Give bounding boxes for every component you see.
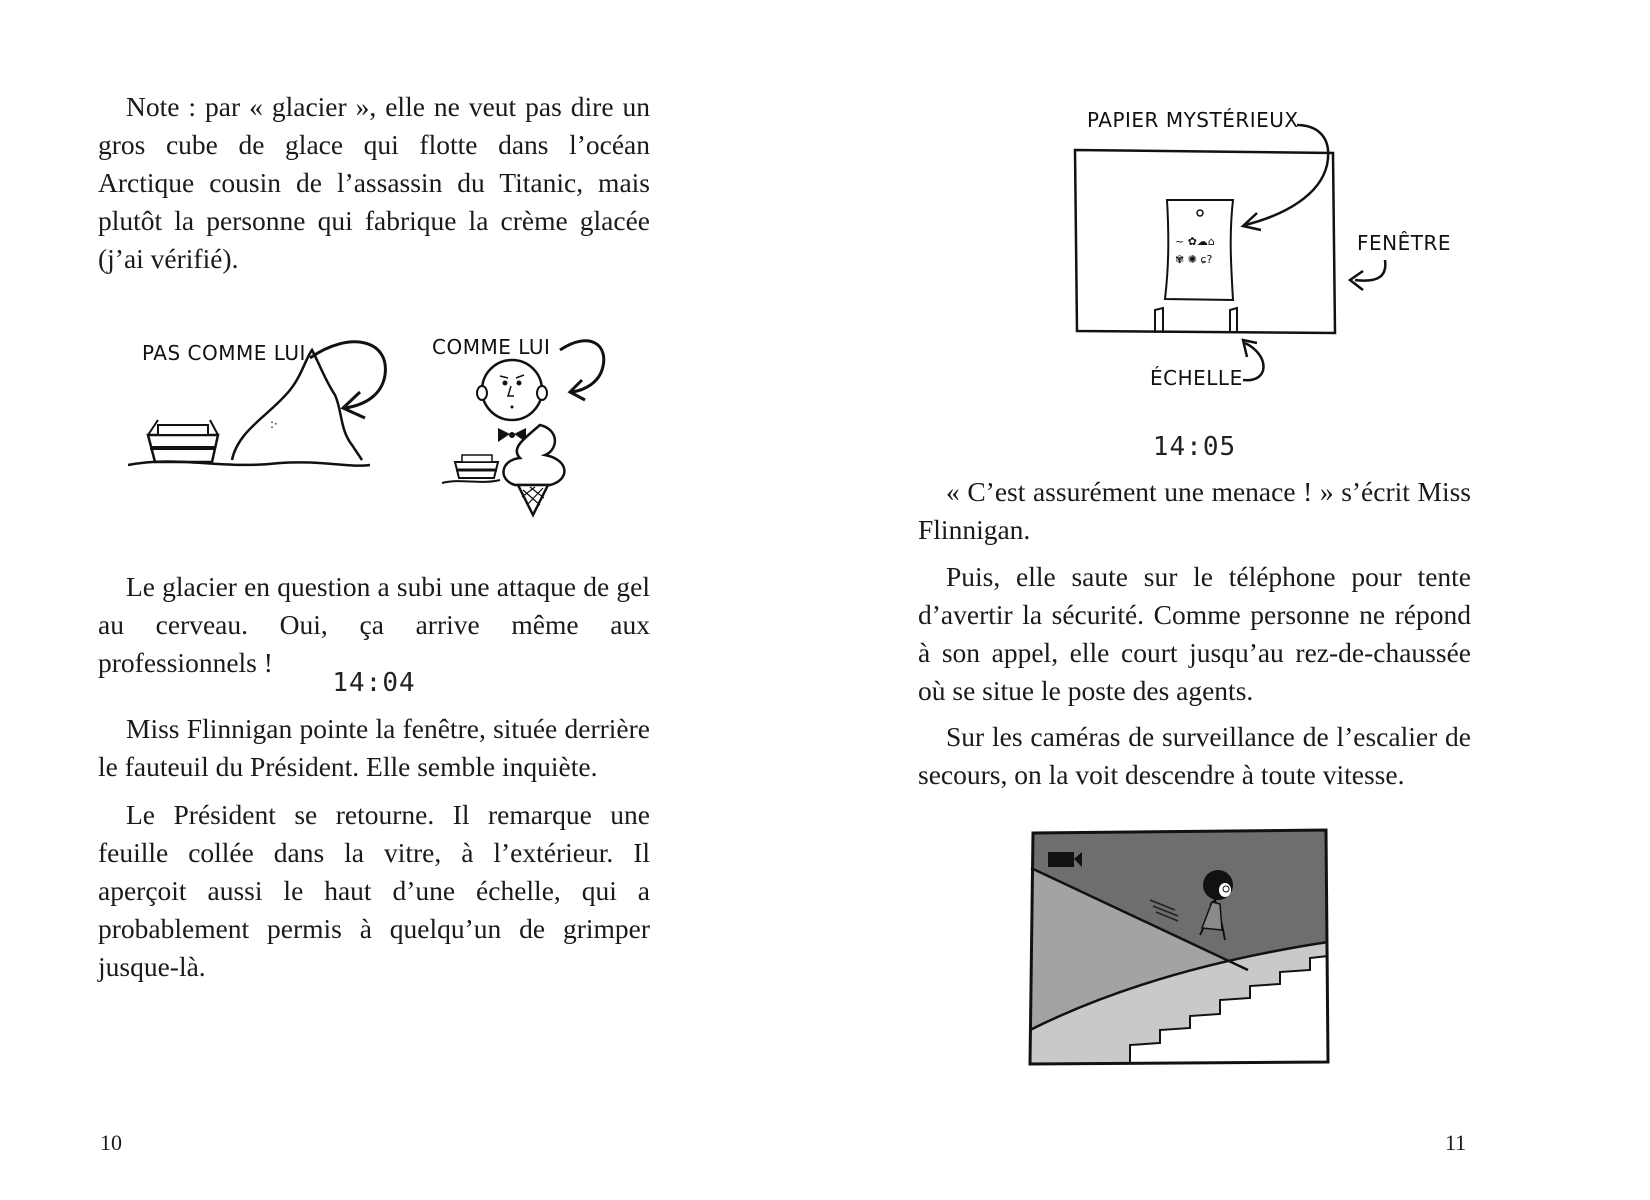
paragraph-text: Sur les caméras de surveillance de l’escalier de secours, on la voit descendre à toute vitesse. — [918, 721, 1471, 790]
clock-time: 14:04 — [332, 668, 416, 698]
sea-line — [128, 461, 370, 465]
paragraph-flinnigan — [98, 710, 650, 786]
label-fenetre: FENÊTRE — [1357, 231, 1451, 255]
illustration-surveillance-camera — [1030, 830, 1330, 1070]
paragraph-text: Le Président se retourne. Il remarque une feuille collée dans la vitre, à l’extérieur. Il aperçoit aussi le haut d’une échelle, qui a probablement permis à quelqu’un de grimper jusque-là. — [98, 799, 650, 982]
paragraph-text: Miss Flinnigan pointe la fenêtre, située derrière le fauteuil du Président. Elle semble inquiète. — [98, 713, 650, 782]
ship-icon — [148, 420, 218, 462]
paragraph-cameras — [918, 718, 1471, 794]
page-number: 11 — [1445, 1130, 1467, 1155]
arrow-icon — [560, 341, 604, 392]
paragraph-text: Puis, elle saute sur le téléphone pour tente d’avertir la sécurité. Comme personne ne répond à son appel, elle court jusqu’au rez-de-chaussée où se situe le poste des agents. — [918, 561, 1471, 706]
paragraph-text: « C’est assurément une menace ! » s’écrit Miss Flinnigan. — [918, 476, 1471, 545]
label-comme-lui: COMME LUI — [432, 335, 551, 359]
svg-text:✾ ✺ ɕ?: ✾ ✺ ɕ? — [1175, 253, 1213, 266]
paragraph-glacier — [98, 568, 650, 682]
label-papier-mysterieux: PAPIER MYSTÉRIEUX — [1087, 108, 1299, 132]
illustration-glacier-comparison — [120, 320, 640, 520]
arrow-icon — [310, 342, 385, 408]
paragraph-note — [98, 88, 650, 278]
ice-cream-man-icon — [442, 360, 564, 515]
clock-time: 14:05 — [1152, 432, 1237, 462]
svg-text:~ ✿☁⌂: ~ ✿☁⌂ — [1175, 235, 1215, 248]
paragraph-text: Note : par « glacier », elle ne veut pas dire un gros cube de glace qui flotte dans l’océan Arctique cousin de l’assassin du Titanic, mais plutôt la personne qui fabrique la crème glacée (j’ai vérifié). — [98, 91, 650, 274]
arrow-icon — [1355, 260, 1385, 281]
paragraph-text: Le glacier en question a subi une attaque de gel au cerveau. Oui, ça arrive même aux professionnels ! — [98, 571, 650, 678]
paragraph-telephone — [918, 558, 1471, 710]
mysterious-paper-icon — [1165, 200, 1233, 300]
label-echelle: ÉCHELLE — [1150, 366, 1243, 390]
svg-text::·: :· — [270, 417, 278, 431]
paragraph-president — [98, 796, 650, 986]
right-page — [825, 0, 1650, 1200]
paragraph-menace — [918, 473, 1471, 549]
iceberg-icon — [232, 350, 362, 460]
illustration-window-diagram — [1065, 95, 1465, 395]
page-number: 10 — [100, 1130, 122, 1155]
label-pas-comme-lui: PAS COMME LUI — [142, 341, 306, 365]
